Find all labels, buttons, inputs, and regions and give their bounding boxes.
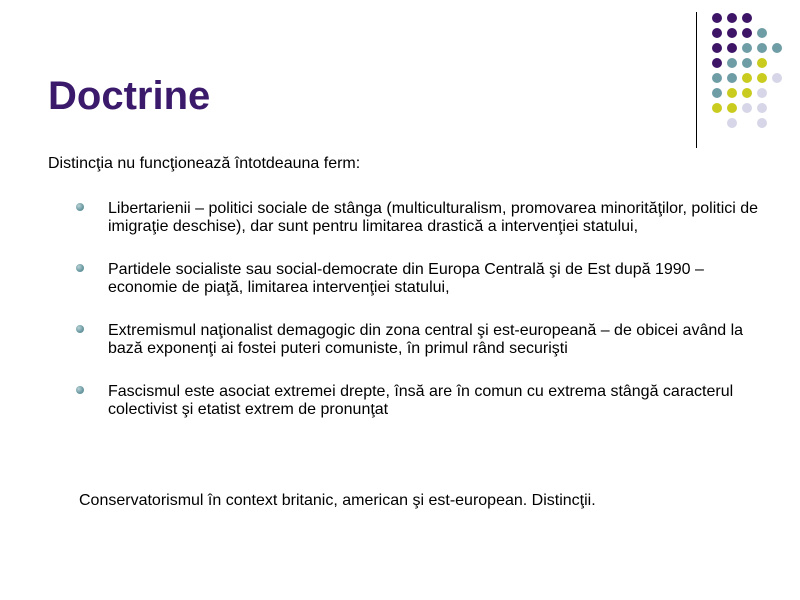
list-item-text: Partidele socialiste sau social-democrate din Europa Centrală şi de Est după 1990 – economie de piaţă, limitarea intervenţiei statului, (108, 261, 704, 296)
list-item-text: Fascismul este asociat extremei drepte, însă are în comun cu extrema stângă caracterul colectivist şi etatist extrem de pronunţat (108, 383, 734, 418)
list-item (76, 383, 766, 419)
decorative-dot (712, 58, 722, 68)
decorative-dot (742, 43, 752, 53)
decorative-dot (727, 28, 737, 38)
list-item (76, 200, 766, 236)
bullet-dot-icon (76, 386, 84, 394)
decorative-dot (727, 88, 737, 98)
list-item (76, 261, 766, 297)
intro-text: Distincţia nu funcţionează întotdeauna ferm: (48, 155, 361, 172)
list-item (76, 322, 766, 358)
bullet-dot-icon (76, 203, 84, 211)
decorative-dot (772, 43, 782, 53)
decorative-dot (727, 73, 737, 83)
decorative-dot (712, 13, 722, 23)
decorative-dot (727, 58, 737, 68)
decorative-dot (727, 118, 737, 128)
decorative-dot (742, 73, 752, 83)
decorative-dot (712, 88, 722, 98)
decorative-dot (712, 73, 722, 83)
decorative-divider (696, 12, 697, 148)
decorative-dot (742, 28, 752, 38)
decorative-dot (757, 43, 767, 53)
slide-title: Doctrine (48, 74, 211, 118)
bullet-dot-icon (76, 264, 84, 272)
conclusion-text: Conservatorismul în context britanic, american şi est-european. Distincţii. (79, 492, 596, 509)
decorative-dot (742, 103, 752, 113)
decorative-dot (772, 73, 782, 83)
bullet-list (76, 200, 766, 444)
decorative-dot (727, 13, 737, 23)
decorative-dot (757, 103, 767, 113)
decorative-dot (757, 88, 767, 98)
list-item-text: Extremismul naţionalist demagogic din zona central şi est-europeană – de obicei având la bază exponenţi ai fostei puteri comuniste, în primul rând securişti (108, 322, 744, 357)
decorative-dot (712, 43, 722, 53)
decorative-dot (742, 58, 752, 68)
decorative-dot (757, 58, 767, 68)
decorative-dot (727, 43, 737, 53)
decorative-dot (742, 13, 752, 23)
decorative-dot (712, 103, 722, 113)
decorative-dot (757, 118, 767, 128)
decorative-dot (757, 73, 767, 83)
decorative-dot (757, 28, 767, 38)
decorative-dot (712, 28, 722, 38)
bullet-dot-icon (76, 325, 84, 333)
decorative-dot (742, 88, 752, 98)
list-item-text: Libertarienii – politici sociale de stânga (multiculturalism, promovarea minorităţilor, politici de imigraţie deschise), dar sunt pentru limitarea drastică a intervenţiei statului, (108, 200, 759, 235)
decorative-dot (727, 103, 737, 113)
